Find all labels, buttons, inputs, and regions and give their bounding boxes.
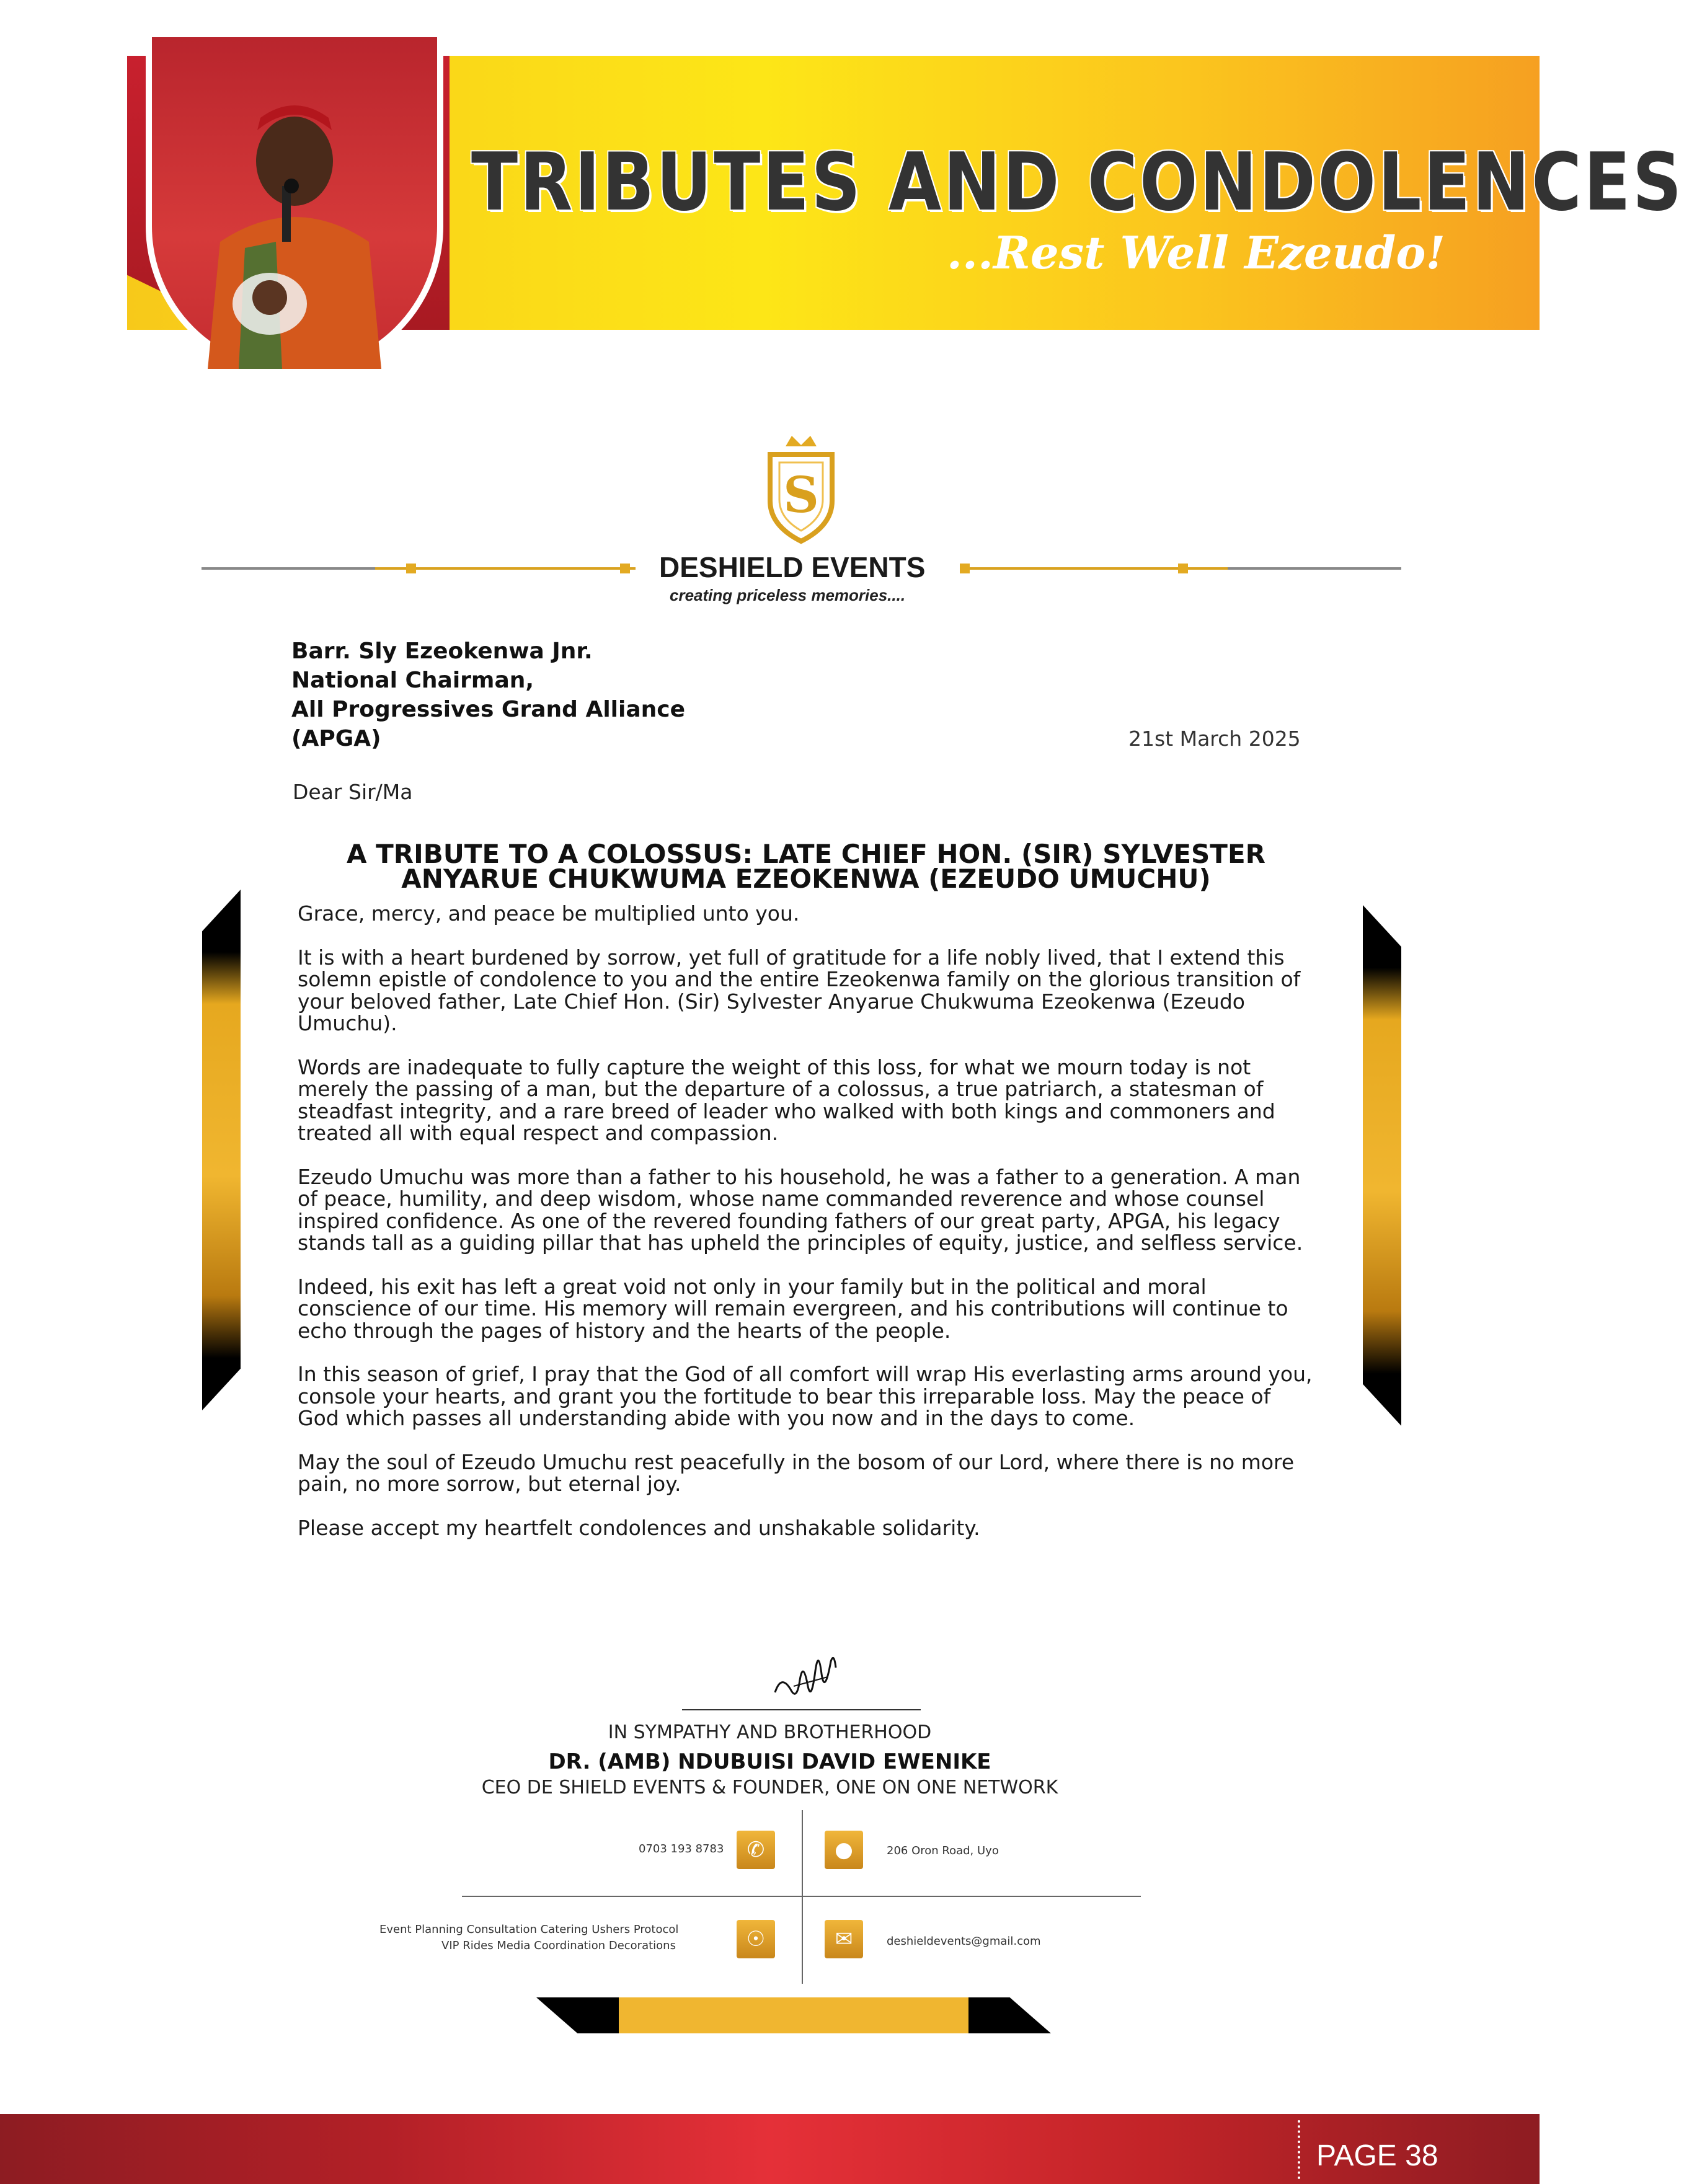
divider-dot bbox=[960, 564, 970, 573]
email-icon: ✉ bbox=[825, 1920, 863, 1958]
bottom-decorative-stripe bbox=[536, 1997, 1051, 2033]
decorative-stripe-left bbox=[202, 890, 241, 1410]
company-tagline: creating priceless memories.... bbox=[670, 586, 906, 604]
letter-date: 21st March 2025 bbox=[1128, 727, 1301, 751]
tribute-heading: A TRIBUTE TO A COLOSSUS: LATE CHIEF HON. (SIR) SYLVESTER ANYARUE CHUKWUMA EZEOKENWA (EZEUDO UMUCHU) bbox=[347, 839, 1265, 894]
deshield-logo bbox=[764, 433, 838, 544]
divider-dot bbox=[406, 564, 416, 573]
salutation: Dear Sir/Ma bbox=[293, 780, 413, 804]
contact-divider-horizontal bbox=[462, 1896, 1141, 1897]
signer-title: CEO DE SHIELD EVENTS & FOUNDER, ONE ON ONE NETWORK bbox=[481, 1777, 1058, 1798]
portrait-figure bbox=[152, 37, 437, 369]
footer-separator bbox=[1298, 2120, 1300, 2179]
recipient-org: All Progressives Grand Alliance bbox=[291, 697, 686, 722]
recipient-name: Barr. Sly Ezeokenwa Jnr. bbox=[291, 639, 593, 664]
signature bbox=[769, 1637, 843, 1711]
paragraph: Please accept my heartfelt condolences and unshakable solidarity. bbox=[298, 1515, 980, 1540]
svg-text:S: S bbox=[783, 466, 819, 524]
signer-name: DR. (AMB) NDUBUISI DAVID EWENIKE bbox=[548, 1749, 991, 1774]
signature-line bbox=[682, 1709, 921, 1710]
address: 206 Oron Road, Uyo bbox=[887, 1844, 999, 1857]
services-line: VIP Rides Media Coordination Decorations bbox=[441, 1939, 676, 1952]
contact-divider-vertical bbox=[802, 1810, 803, 1984]
decorative-stripe-right bbox=[1363, 905, 1401, 1426]
divider-left bbox=[202, 567, 636, 570]
portrait-photo bbox=[146, 37, 443, 375]
phone-icon: ✆ bbox=[737, 1831, 775, 1869]
services-line: Event Planning Consultation Catering Ushers Protocol bbox=[379, 1923, 679, 1936]
portrait-frame bbox=[152, 37, 437, 369]
phone-number: 0703 193 8783 bbox=[639, 1842, 724, 1855]
page-number: PAGE 38 bbox=[1316, 2139, 1438, 2172]
paragraph: Words are inadequate to fully capture the weight of this loss, for what we mourn today is not merely the passing of a man, but the departure of a colossus, a true patriarch, a statesman of steadfast integrity, and a rare breed of leader who walked with both kings and commoners and treated all with equal respect and compassion. bbox=[298, 1054, 1275, 1145]
paragraph: May the soul of Ezeudo Umuchu rest peacefully in the bosom of our Lord, where there is no more pain, no more sorrow, but eternal joy. bbox=[298, 1449, 1295, 1496]
paragraph: Ezeudo Umuchu was more than a father to his household, he was a father to a generation. A man of peace, humility, and deep wisdom, whose name commanded reverence and whose counsel inspired confidence. As one of the revered founding fathers of our great party, APGA, his legacy stands tall as a guiding pillar that has upheld the principles of equity, justice, and selfless service. bbox=[298, 1164, 1303, 1255]
shield-crown-icon bbox=[764, 433, 838, 544]
recipient-abbr: (APGA) bbox=[291, 726, 381, 751]
company-name: DESHIELD EVENTS bbox=[659, 551, 926, 583]
paragraph: In this season of grief, I pray that the God of all comfort will wrap His everlasting arms around you, console your hearts, and grant you the fortitude to bear this irreparable loss. May the peace of God which passes all understanding abide with you now and in the days to come. bbox=[298, 1362, 1313, 1430]
globe-icon: ☉ bbox=[737, 1920, 775, 1958]
divider-dot bbox=[1178, 564, 1188, 573]
page-title: TRIBUTES AND CONDOLENCES bbox=[471, 136, 1684, 229]
paragraph: Grace, mercy, and peace be multiplied unto you. bbox=[298, 901, 800, 926]
divider-dot bbox=[620, 564, 630, 573]
page-subtitle: ...Rest Well Ezeudo! bbox=[946, 226, 1445, 279]
recipient-title: National Chairman, bbox=[291, 668, 534, 693]
paragraph: Indeed, his exit has left a great void not only in your family but in the political and moral conscience of our time. His memory will remain evergreen, and his contributions will continue to echo through the pages of history and the hearts of the people. bbox=[298, 1274, 1288, 1343]
email-address: deshieldevents@gmail.com bbox=[887, 1935, 1041, 1948]
closing-sympathy: IN SYMPATHY AND BROTHERHOOD bbox=[608, 1722, 932, 1743]
location-pin-icon: ● bbox=[825, 1831, 863, 1869]
letter-body bbox=[298, 903, 1314, 1560]
footer-bar bbox=[0, 2114, 1540, 2184]
paragraph: It is with a heart burdened by sorrow, yet full of gratitude for a life nobly lived, that I extend this solemn epistle of condolence to you and the entire Ezeokenwa family on the glorious transition of your beloved father, Late Chief Hon. (Sir) Sylvester Anyarue Chukwuma Ezeokenwa (Ezeudo Umuchu). bbox=[298, 945, 1301, 1035]
